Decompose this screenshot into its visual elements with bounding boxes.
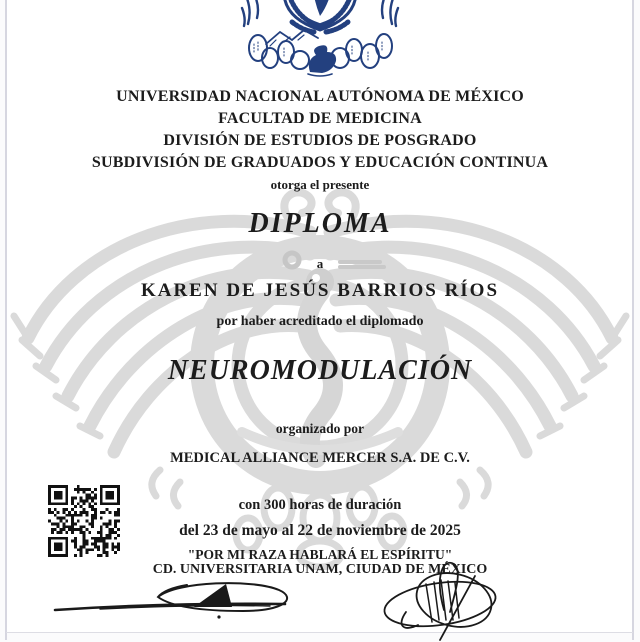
signature-left-icon (45, 573, 305, 628)
to-label: a (316, 256, 324, 271)
signature-right-icon (378, 552, 513, 642)
unam-coat-of-arms-icon (240, 0, 400, 80)
organized-by-label: organizado por (275, 421, 365, 436)
institution-line-2: FACULTAD DE MEDICINA (218, 110, 422, 127)
reason-line: por haber acreditado el diplomado (216, 314, 424, 329)
organizer-name: MEDICAL ALLIANCE MERCER S.A. DE C.V. (170, 450, 470, 466)
duration-line: con 300 horas de duración (238, 497, 402, 513)
location-line: CD. UNIVERSITARIA UNAM, CIUDAD DE MÉXICO (152, 562, 488, 577)
paper-bottom-edge (6, 632, 633, 633)
presents-label: otorga el presente (270, 177, 370, 192)
institution-line-3: DIVISIÓN DE ESTUDIOS DE POSGRADO (163, 132, 477, 149)
recipient-name: KAREN DE JESÚS BARRIOS RÍOS (140, 280, 500, 301)
program-name: NEUROMODULACIÓN (167, 355, 473, 386)
date-range-line: del 23 de mayo al 22 de noviembre de 2025 (179, 522, 461, 539)
motto-line: "POR MI RAZA HABLARÁ EL ESPÍRITU" (187, 547, 453, 562)
document-type-title: DIPLOMA (248, 208, 392, 239)
institution-line-1: UNIVERSIDAD NACIONAL AUTÓNOMA DE MÉXICO (116, 88, 524, 105)
institution-line-4: SUBDIVISIÓN DE GRADUADOS Y EDUCACIÓN CONTINUA (91, 154, 549, 171)
qr-code-icon (48, 485, 120, 557)
